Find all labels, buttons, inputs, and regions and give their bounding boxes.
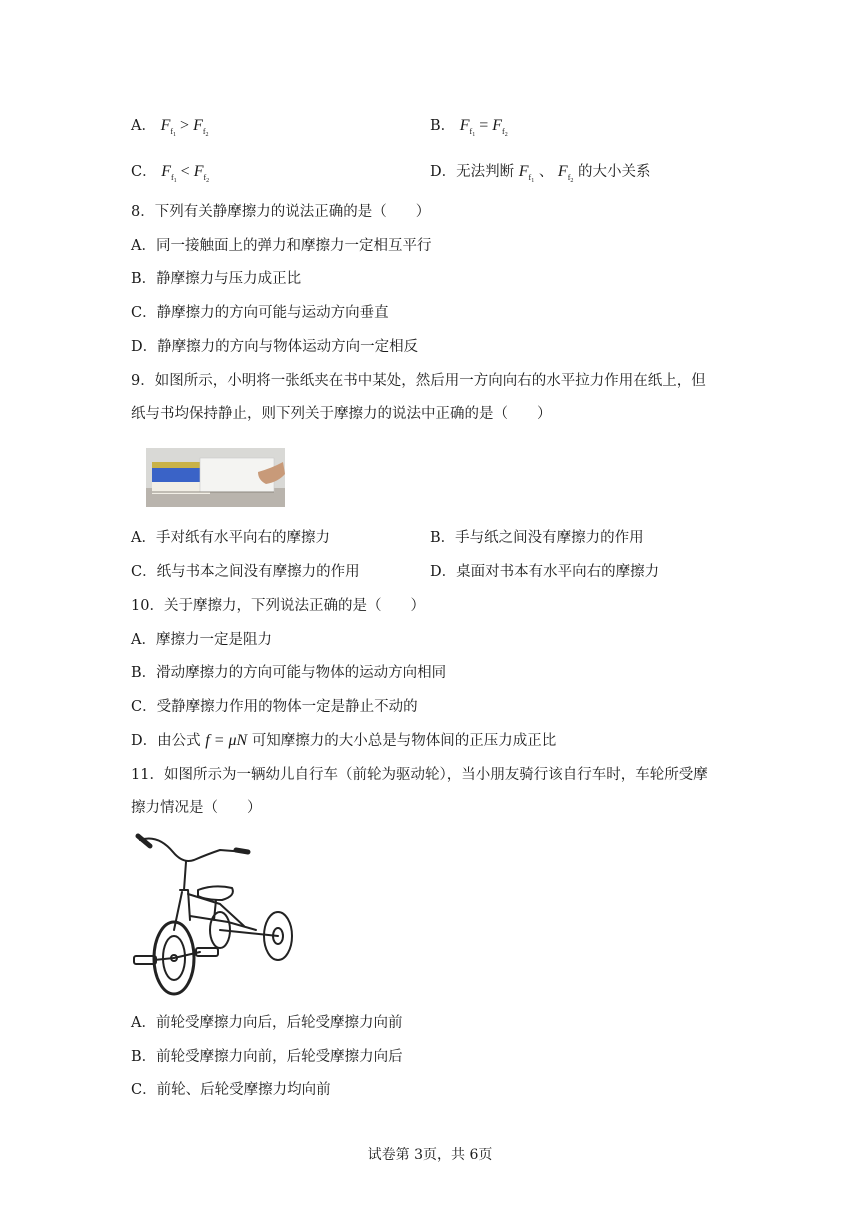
q7-option-d — [430, 162, 650, 191]
q7-d-sep: 、 — [538, 164, 554, 180]
q7-a-formula: $F_{f_1} > F_{f_2}$ — [160, 117, 209, 138]
q10-d-before: D．由公式 — [131, 733, 201, 749]
q8-option-d: D．静摩擦力的方向与物体运动方向一定相反 — [131, 339, 419, 355]
tricycle-illustration — [128, 830, 298, 1000]
option-label: A． — [131, 118, 156, 134]
option-label: C． — [131, 164, 157, 180]
q7-option-a — [131, 116, 209, 145]
q11-option-a: A．前轮受摩擦力向后，后轮受摩擦力向前 — [131, 1015, 403, 1031]
q8-option-c: C．静摩擦力的方向可能与运动方向垂直 — [131, 305, 389, 321]
q7-option-c — [131, 162, 209, 191]
q9-stem-line1: 9．如图所示，小明将一张纸夹在书中某处，然后用一方向向右的水平拉力作用在纸上，但 — [131, 373, 706, 389]
q9-option-d: D．桌面对书本有水平向右的摩擦力 — [430, 564, 660, 580]
q10-d-after: 可知摩擦力的大小总是与物体间的正压力成正比 — [251, 733, 557, 749]
q10-option-a: A．摩擦力一定是阻力 — [131, 632, 272, 648]
book-and-paper-photo — [146, 448, 285, 507]
q11-stem-line2: 擦力情况是（ ） — [131, 800, 262, 816]
q9-stem-line2: 纸与书均保持静止，则下列关于摩擦力的说法中正确的是（ ） — [131, 406, 552, 422]
q7-d-text-after: 的大小关系 — [577, 164, 651, 180]
q7-d-f2: $F_{f_2}$ — [557, 163, 574, 184]
page-footer: 试卷第 3页，共 6页 — [367, 1147, 493, 1163]
q10-option-b: B．滑动摩擦力的方向可能与物体的运动方向相同 — [131, 665, 447, 681]
q7-d-text-before: 无法判断 — [456, 164, 515, 180]
q11-option-c: C．前轮、后轮受摩擦力均向前 — [131, 1082, 331, 1098]
q8-option-b: B．静摩擦力与压力成正比 — [131, 271, 302, 287]
q9-option-b: B．手与纸之间没有摩擦力的作用 — [430, 530, 644, 546]
q10-d-formula: f = μN — [205, 732, 248, 749]
q11-option-b: B．前轮受摩擦力向前，后轮受摩擦力向后 — [131, 1049, 403, 1065]
q7-c-formula: $F_{f_1} < F_{f_2}$ — [161, 163, 210, 184]
q7-d-f1: $F_{f_1}$ — [518, 163, 535, 184]
q7-option-b — [430, 116, 508, 145]
q10-option-c: C．受静摩擦力作用的物体一定是静止不动的 — [131, 699, 418, 715]
q11-stem-line1: 11．如图所示为一辆幼儿自行车（前轮为驱动轮），当小朋友骑行该自行车时，车轮所受摩 — [131, 767, 708, 783]
option-label: D． — [430, 164, 457, 180]
q9-option-a: A．手对纸有水平向右的摩擦力 — [131, 530, 330, 546]
q8-option-a: A．同一接触面上的弹力和摩擦力一定相互平行 — [131, 238, 432, 254]
q7-b-formula: $F_{f_1} = F_{f_2}$ — [459, 117, 508, 138]
q9-option-c: C．纸与书本之间没有摩擦力的作用 — [131, 564, 360, 580]
q10-option-d — [131, 731, 556, 751]
q10-stem: 10．关于摩擦力，下列说法正确的是（ ） — [131, 598, 425, 614]
q8-stem: 8．下列有关静摩擦力的说法正确的是（ ） — [131, 204, 431, 220]
option-label: B． — [430, 118, 456, 134]
